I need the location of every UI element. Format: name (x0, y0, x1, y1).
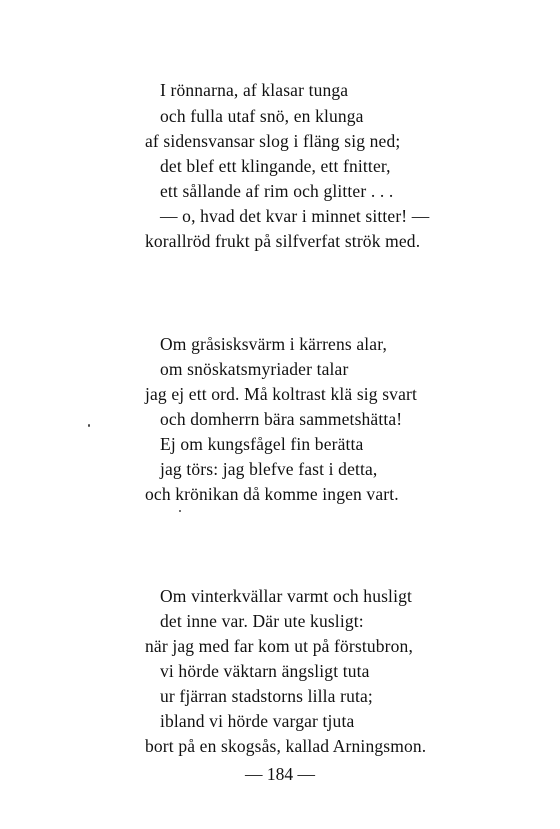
poem-line: ibland vi hörde vargar tjuta (160, 711, 355, 731)
print-speck (88, 424, 90, 427)
poem-line: om snöskatsmyriader talar (160, 359, 349, 379)
poem-line: och fulla utaf snö, en klunga (160, 106, 364, 126)
poem-line: Om vinterkvällar varmt och husligt (160, 586, 412, 606)
poem-line: det inne var. Där ute kusligt: (160, 611, 364, 631)
poem-line: bort på en skogsås, kallad Arningsmon. (145, 736, 427, 756)
page-number: — 184 — (245, 764, 315, 784)
print-speck (179, 510, 181, 512)
poem-line: ur fjärran stadstorns lilla ruta; (160, 686, 373, 706)
poem-line: Ej om kungsfågel fin berätta (160, 434, 364, 454)
poem-line: och krönikan då komme ingen vart. (145, 484, 399, 504)
poem-line: ett sållande af rim och glitter . . . (160, 181, 394, 201)
poem-line: Om gråsisksvärm i kärrens alar, (160, 334, 388, 354)
poem-line: jag ej ett ord. Må koltrast klä sig svart (145, 384, 417, 404)
poem-line: af sidensvansar slog i fläng sig ned; (145, 131, 401, 151)
poem-line: — o, hvad det kvar i minnet sitter! — (160, 206, 430, 226)
poem-line: vi hörde väktarn ängsligt tuta (160, 661, 370, 681)
poem-line: jag törs: jag blefve fast i detta, (160, 459, 378, 479)
poem-line: det blef ett klingande, ett fnitter, (160, 156, 391, 176)
poem-line: I rönnarna, af klasar tunga (160, 80, 349, 100)
poem-line: korallröd frukt på silfverfat strök med. (145, 231, 421, 251)
poem-line: och domherrn bära sammetshätta! (160, 409, 403, 429)
poem-line: när jag med far kom ut på förstubron, (145, 636, 413, 656)
